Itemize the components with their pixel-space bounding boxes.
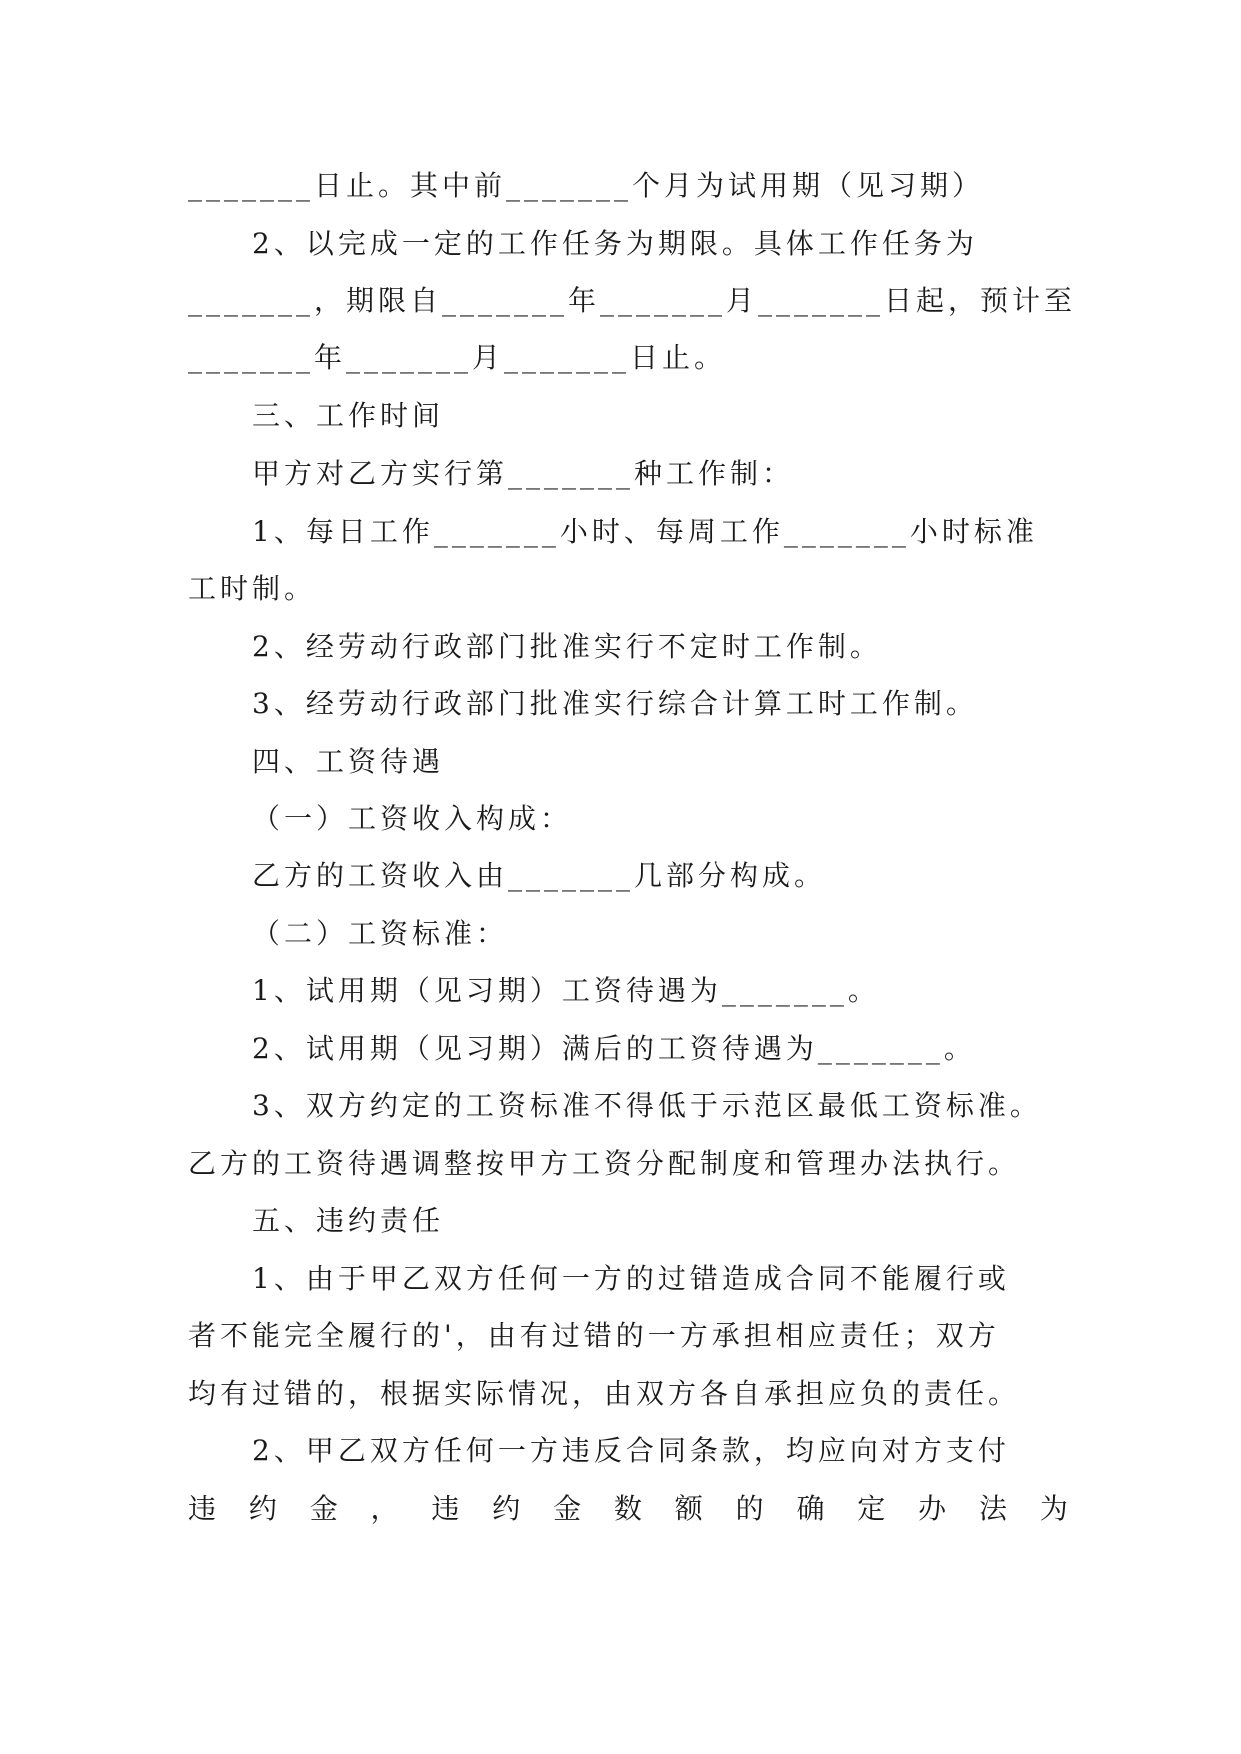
text-line-22: 均有过错的，根据实际情况，由双方各自承担应负的责任。 bbox=[188, 1377, 1021, 1410]
justified-char: 确 bbox=[796, 1492, 825, 1525]
justified-char: 金 bbox=[309, 1492, 338, 1525]
section-heading-wages: 四、工资待遇 bbox=[252, 745, 445, 778]
justified-char: 的 bbox=[735, 1492, 764, 1525]
justified-char: ， bbox=[370, 1492, 399, 1525]
text-line-10: 3、经劳动行政部门批准实行综合计算工时工作制。 bbox=[252, 687, 978, 720]
justified-char: 金 bbox=[553, 1492, 582, 1525]
text-line-1: _______日止。其中前_______个月为试用期（见习期） bbox=[188, 169, 985, 202]
text-line-7: 1、每日工作_______小时、每周工作_______小时标准 bbox=[252, 515, 1038, 548]
justified-char: 违 bbox=[188, 1492, 217, 1525]
text-line-9: 2、经劳动行政部门批准实行不定时工作制。 bbox=[252, 630, 882, 663]
justified-char: 定 bbox=[857, 1492, 886, 1525]
justified-char: 约 bbox=[492, 1492, 521, 1525]
subheading-income-structure: （一）工资收入构成： bbox=[252, 802, 573, 835]
text-line-4: _______年_______月_______日止。 bbox=[188, 341, 727, 374]
text-line-8: 工时制。 bbox=[188, 572, 317, 605]
text-line-23: 2、甲乙双方任何一方违反合同条款，均应向对方支付 bbox=[252, 1434, 1010, 1467]
subheading-wage-standard: （二）工资标准： bbox=[252, 917, 509, 950]
justified-char: 为 bbox=[1039, 1492, 1068, 1525]
justified-char: 数 bbox=[613, 1492, 642, 1525]
text-line-13: 乙方的工资收入由_______几部分构成。 bbox=[252, 859, 827, 892]
justified-char: 额 bbox=[674, 1492, 703, 1525]
justified-char: 违 bbox=[431, 1492, 460, 1525]
text-line-20: 1、由于甲乙双方任何一方的过错造成合同不能履行或 bbox=[252, 1262, 1010, 1295]
text-line-2: 2、以完成一定的工作任务为期限。具体工作任务为 bbox=[252, 227, 978, 260]
text-line-24-justified bbox=[188, 1491, 1068, 1527]
section-heading-liability: 五、违约责任 bbox=[252, 1204, 445, 1237]
text-line-21: 者不能完全履行的'，由有过错的一方承担相应责任；双方 bbox=[188, 1319, 1000, 1352]
text-line-16: 2、试用期（见习期）满后的工资待遇为_______。 bbox=[252, 1032, 976, 1065]
section-heading-work-time: 三、工作时间 bbox=[252, 399, 445, 432]
text-line-18: 乙方的工资待遇调整按甲方工资分配制度和管理办法执行。 bbox=[188, 1147, 1021, 1180]
text-line-3: _______，期限自_______年_______月_______日起，预计至 bbox=[188, 284, 1077, 317]
text-line-6: 甲方对乙方实行第_______种工作制： bbox=[252, 457, 795, 490]
text-line-17: 3、双方约定的工资标准不得低于示范区最低工资标准。 bbox=[252, 1089, 1042, 1122]
justified-char: 约 bbox=[248, 1492, 277, 1525]
justified-char: 办 bbox=[918, 1492, 947, 1525]
justified-char: 法 bbox=[978, 1492, 1007, 1525]
text-line-15: 1、试用期（见习期）工资待遇为_______。 bbox=[252, 974, 880, 1007]
